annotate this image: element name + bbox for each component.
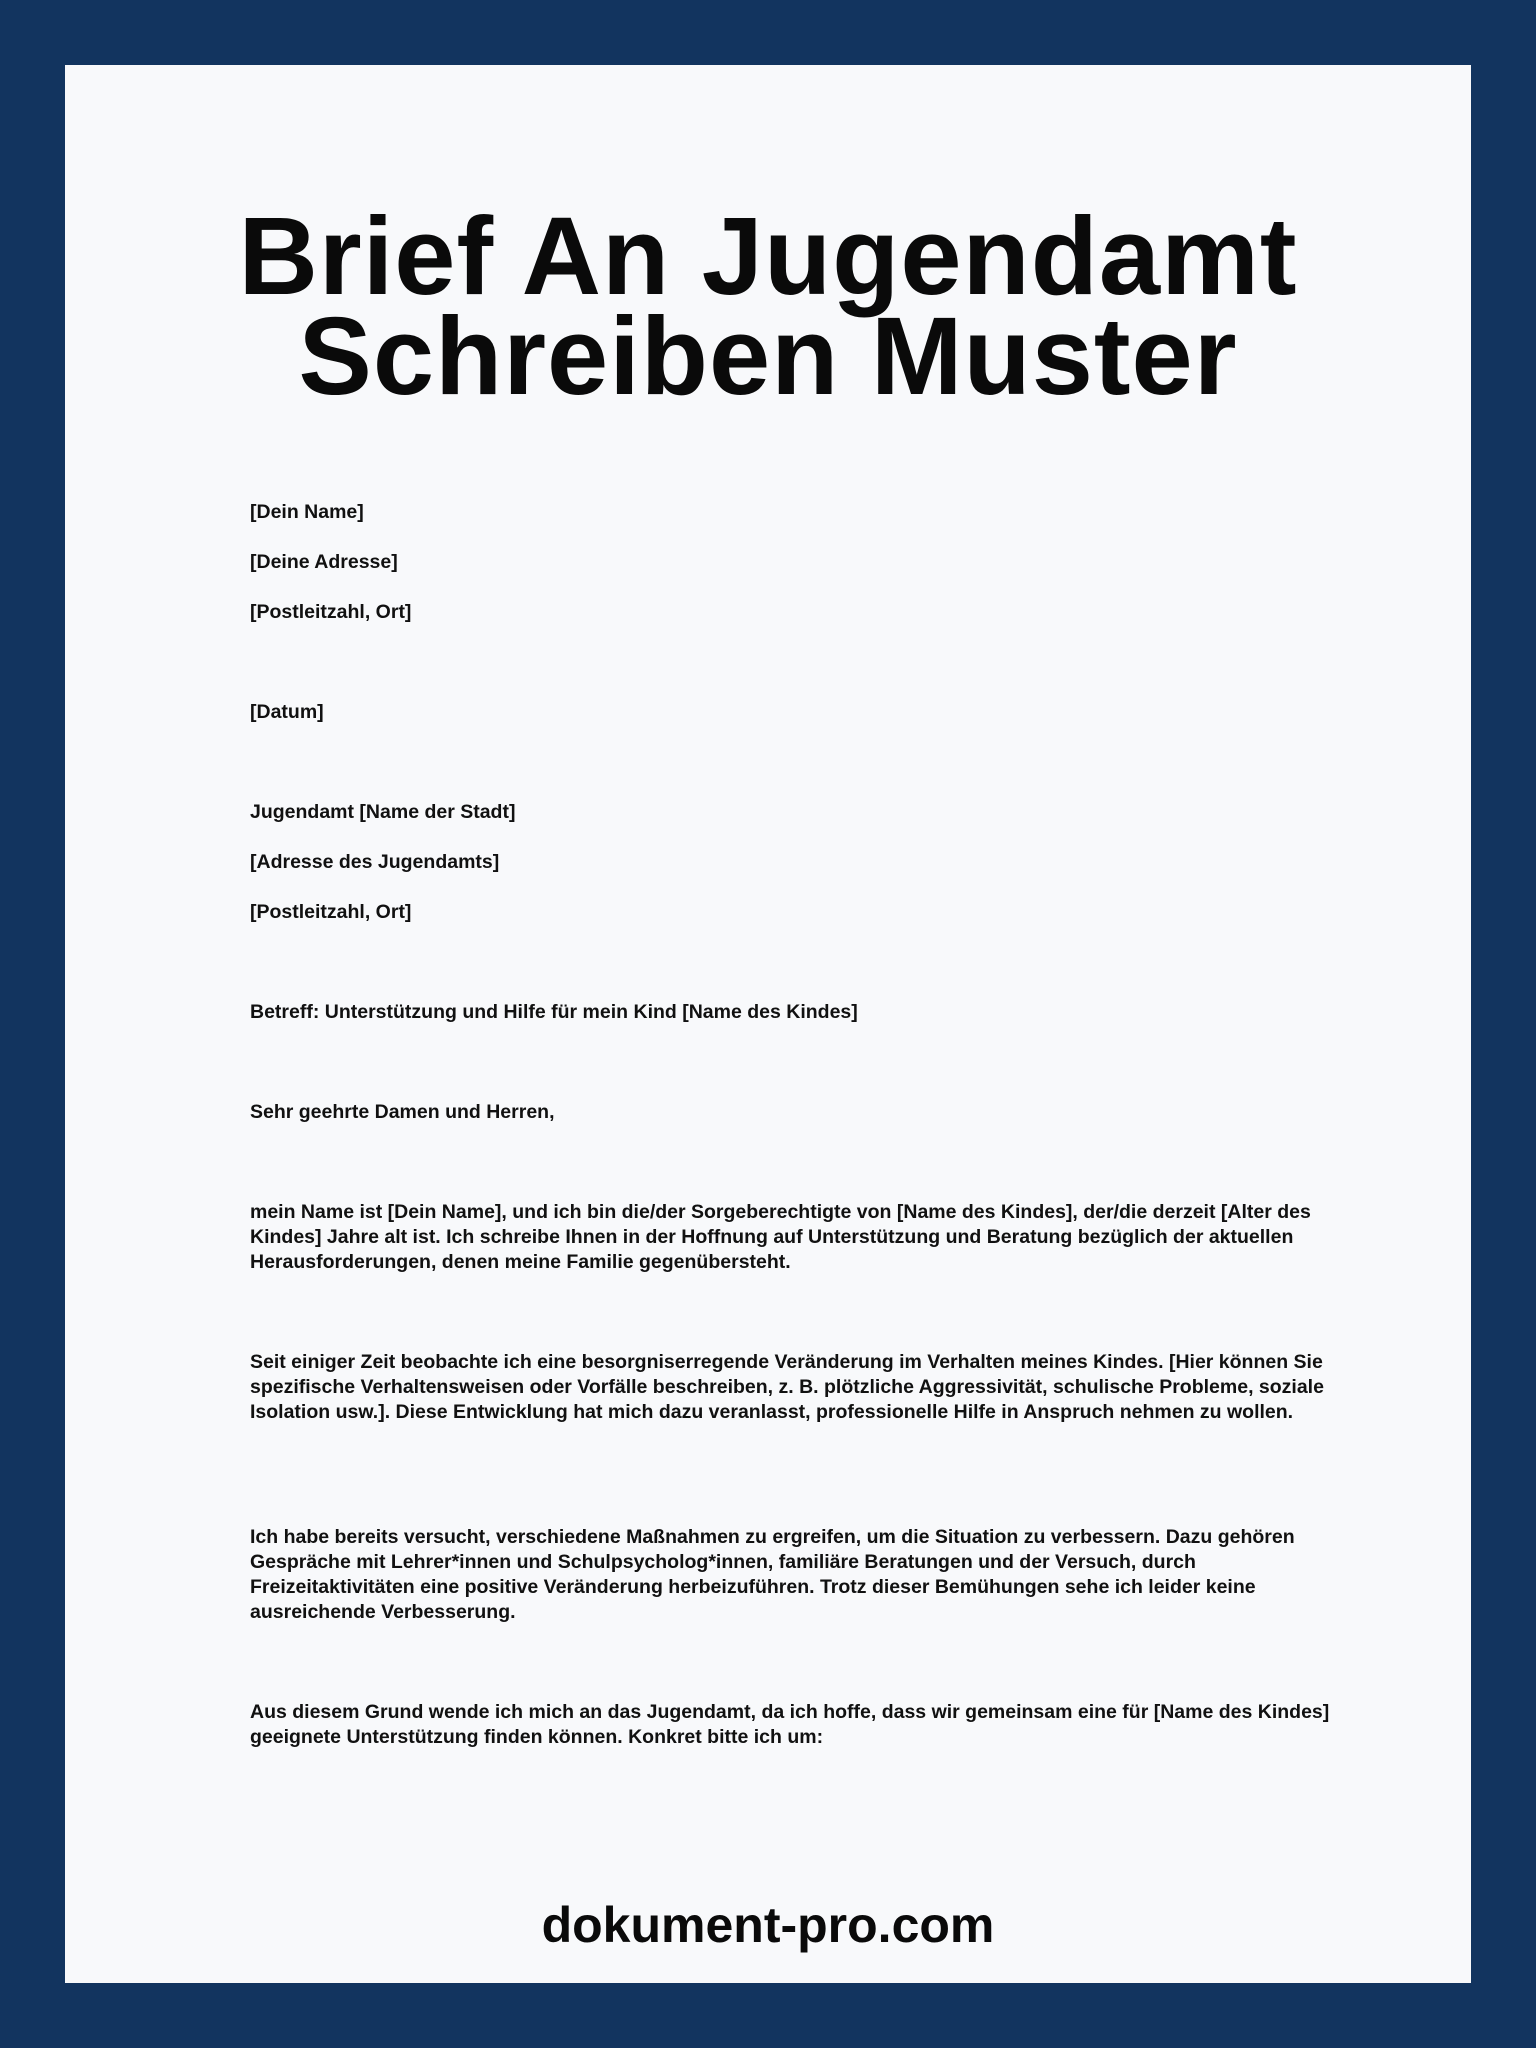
recipient-city: [Postleitzahl, Ort]	[250, 901, 412, 923]
letter-subject: Betreff: Unterstützung und Hilfe für mein Kind [Name des Kindes]	[250, 1001, 858, 1023]
document-page	[65, 65, 1471, 1983]
recipient-address: [Adresse des Jugendamts]	[250, 851, 500, 873]
sender-name: [Dein Name]	[250, 501, 364, 523]
letter-paragraph: mein Name ist [Dein Name], und ich bin die/der Sorgeberechtigte von [Name des Kindes], der/die derzeit [Alter des Kindes] Jahre alt ist. Ich schreibe Ihnen in der Hoffnung auf Unterstützung und Beratung bezüglich der aktuellen Herausforderungen, denen meine Familie gegenübersteht.	[250, 1201, 1311, 1273]
letter-paragraph: Seit einiger Zeit beobachte ich eine besorgniserregende Veränderung im Verhalten meines Kindes. [Hier können Sie spezifische Verhaltensweisen oder Vorfälle beschreiben, z. B. plötzliche Aggressivität, schulische Probleme, soziale Isolation usw.]. Diese Entwicklung hat mich dazu veranlasst, professionelle Hilfe in Anspruch nehmen zu wollen.	[250, 1351, 1324, 1423]
letter-salutation: Sehr geehrte Damen und Herren,	[250, 1101, 555, 1123]
document-title	[65, 195, 1471, 418]
letter-paragraph: Ich habe bereits versucht, verschiedene Maßnahmen zu ergreifen, um die Situation zu verbessern. Dazu gehören Gespräche mit Lehrer*innen und Schulpsycholog*innen, familiäre Beratungen und der Versuch, durch Freizeitaktivitäten eine positive Veränderung herbeizuführen. Trotz dieser Bemühungen sehe ich leider keine ausreichende Verbesserung.	[250, 1526, 1295, 1623]
title-line-2: Schreiben Muster	[298, 295, 1238, 418]
sender-city: [Postleitzahl, Ort]	[250, 601, 412, 623]
title-line-1: Brief An Jugendamt	[238, 195, 1298, 318]
letter-date: [Datum]	[250, 701, 324, 723]
letter-paragraph: Aus diesem Grund wende ich mich an das Jugendamt, da ich hoffe, dass wir gemeinsam eine für [Name des Kindes] geeignete Unterstützung finden können. Konkret bitte ich um:	[250, 1701, 1330, 1748]
recipient-name: Jugendamt [Name der Stadt]	[250, 801, 516, 823]
sender-address: [Deine Adresse]	[250, 551, 398, 573]
footer-website: dokument-pro.com	[541, 1897, 995, 1953]
